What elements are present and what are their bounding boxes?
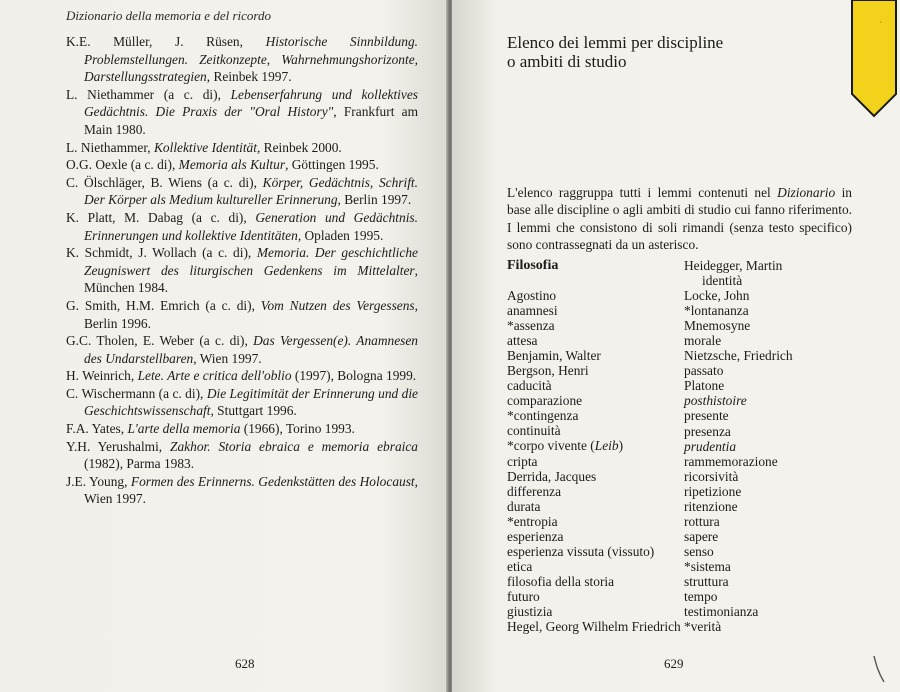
lemma-text: *corpo vivente ( [507, 438, 595, 454]
lemma-entry [507, 469, 677, 484]
lemma-entry [684, 288, 864, 303]
reference-entry [66, 244, 418, 297]
lemma-entry [684, 318, 864, 333]
lemma-text: anamnesi [507, 303, 558, 319]
reference-title: Formen des Erinnerns. Gedenkstätten des Holocaust [130, 473, 415, 489]
reference-authors: G.C. Tholen, E. Weber (a c. di), [66, 333, 254, 349]
lemma-text: ritenzione [684, 498, 738, 514]
lemma-text: *contingenza [507, 408, 579, 424]
lemma-entry [684, 303, 864, 318]
reference-authors: Y.H. Yerushalmi, [66, 438, 171, 454]
reference-authors: J.E. Young, [66, 473, 131, 489]
lemma-text: presenza [684, 423, 731, 439]
lemma-entry [507, 438, 677, 453]
reference-details: , Frankfurt am Main 1980. [84, 104, 418, 137]
lemma-entry [507, 499, 677, 514]
lemma-entry [684, 393, 864, 408]
lemma-entry [684, 454, 864, 469]
reference-entry [66, 332, 418, 367]
lemma-text: rottura [684, 513, 720, 529]
page-number-left: 628 [235, 656, 255, 671]
lemma-entry [684, 363, 864, 378]
intro-text-italic: Dizionario [777, 185, 836, 200]
reference-title: Historische Sinnbildung. Problemstellungen. Zeitkonzepte, Wahrnehmungshorizonte, Darstellungsstrategien [84, 34, 418, 85]
lemma-entry [507, 348, 677, 363]
lemma-entry [507, 378, 677, 393]
lemma-text: ricorsività [684, 468, 739, 484]
reference-entry [66, 174, 418, 209]
reference-details: , Opladen 1995. [297, 227, 384, 243]
lemma-entry [684, 258, 864, 273]
term-column-right [684, 258, 864, 634]
reference-title: Kollektive Identität [153, 139, 257, 155]
section-title [507, 33, 723, 71]
reference-details: (1997), Bologna 1999. [291, 368, 417, 384]
reference-authors: L. Niethammer (a c. di), [66, 86, 231, 102]
reference-entry [66, 156, 418, 174]
lemma-text: filosofia della storia [507, 573, 615, 589]
reference-entry [66, 33, 418, 86]
lemma-entry [684, 378, 864, 393]
lemma-text: struttura [684, 573, 729, 589]
intro-text-1: L'elenco raggruppa tutti i lemmi contenuti nel [507, 185, 778, 200]
lemma-entry [507, 303, 677, 318]
lemma-text-italic: Leib [594, 438, 619, 454]
bookmark-ribbon [848, 0, 900, 120]
reference-authors: O.G. Oexle (a c. di), [66, 157, 179, 173]
lemma-text: Locke, John [684, 288, 750, 304]
reference-details: (1966), Torino 1993. [240, 421, 355, 437]
lemma-entry [684, 439, 864, 454]
lemma-text: caducità [507, 378, 552, 394]
lemma-text-tail: ) [618, 438, 624, 454]
reference-title: Körper, Gedächtnis, Schrift. Der Körper als Medium kultureller Erinnerung [84, 174, 419, 208]
lemma-entry [507, 529, 677, 544]
lemma-text: posthistoire [684, 393, 747, 409]
lemma-entry [507, 423, 677, 438]
reference-title: Das Vergessen(e). Anamnesen des Undarstellbaren [84, 333, 418, 366]
reference-title: Lebenserfahrung und kollektives Gedächtnis. Die Praxis der "Oral History" [84, 86, 418, 120]
lemma-text: *sistema [684, 558, 731, 574]
term-column-left [507, 258, 681, 635]
reference-details: , Wien 1997. [193, 350, 262, 366]
lemma-entry [684, 514, 864, 529]
lemma-text: esperienza vissuta (vissuto) [507, 543, 655, 559]
reference-authors: C. Ölschläger, B. Wiens (a c. di), [66, 174, 263, 190]
lemma-text: cripta [507, 453, 538, 469]
reference-details: , Göttingen 1995. [285, 157, 379, 173]
lemma-entry [507, 544, 677, 559]
lemma-text: passato [684, 363, 724, 379]
lemma-text: giustizia [507, 603, 553, 619]
lemma-entry [684, 559, 864, 574]
intro-text-2: in base alle discipline o agli ambiti di studio cui fanno riferimento. I lemmi che consistono di soli rimandi (senza testo specifico) sono contrassegnati da un asterisco. [507, 185, 852, 253]
reference-entry [66, 297, 418, 332]
lemma-entry [507, 288, 677, 303]
discipline-heading: Filosofia [507, 258, 559, 273]
lemma-text: Nietzsche, Friedrich [684, 348, 793, 364]
reference-list [66, 33, 418, 508]
reference-entry [66, 367, 418, 385]
lemma-entry [684, 499, 864, 514]
pencil-mark [868, 654, 888, 684]
lemma-entry [507, 454, 677, 469]
reference-title: L'arte della memoria [127, 421, 241, 437]
lemma-text: Heidegger, Martin [684, 258, 783, 273]
lemma-text: futuro [507, 588, 540, 604]
lemma-text: comparazione [507, 393, 583, 409]
lemma-text: continuità [507, 423, 561, 439]
reference-entry [66, 86, 418, 139]
lemma-entry [684, 348, 864, 363]
reference-entry [66, 139, 418, 157]
lemma-entry [507, 574, 677, 589]
lemma-entry [507, 514, 677, 529]
lemma-text: Platone [684, 378, 725, 394]
lemma-entry [684, 469, 864, 484]
lemma-entry [684, 484, 864, 499]
reference-authors: K. Schmidt, J. Wollach (a c. di), [66, 245, 257, 261]
lemma-entry [684, 619, 864, 634]
lemma-entry [507, 604, 677, 619]
lemma-text: senso [684, 543, 714, 559]
reference-entry [66, 420, 418, 438]
lemma-text: etica [507, 558, 533, 574]
lemma-entry [684, 574, 864, 589]
page-number-right: 629 [664, 656, 684, 671]
reference-authors: H. Weinrich, [66, 368, 138, 384]
reference-entry [66, 209, 418, 244]
lemma-entry [684, 604, 864, 619]
left-page [0, 0, 448, 692]
reference-details: , Berlin 1996. [84, 297, 418, 331]
reference-authors: K.E. Müller, J. Rüsen, [66, 34, 266, 49]
lemma-entry [684, 273, 864, 288]
right-page [452, 0, 900, 692]
reference-title: Generation und Gedächtnis. Erinnerungen und kollektive Identitäten [84, 209, 418, 243]
lemma-text: sapere [684, 528, 719, 544]
reference-title: Die Legitimität der Erinnerung und die Geschichtswissenschaft [84, 385, 418, 419]
lemma-entry [507, 589, 677, 604]
lemma-entry [684, 408, 864, 423]
lemma-text: ripetizione [684, 483, 742, 499]
lemma-entry [507, 559, 677, 574]
reference-title: Vom Nutzen des Vergessens [260, 297, 415, 313]
lemma-text: durata [507, 498, 541, 514]
reference-details: , Berlin 1997. [337, 192, 412, 208]
reference-title: Lete. Arte e critica dell'oblio [137, 368, 292, 384]
lemma-text: attesa [507, 333, 538, 349]
intro-paragraph [507, 184, 852, 254]
lemma-entry [507, 484, 677, 499]
lemma-entry [507, 318, 677, 333]
lemma-text: Bergson, Henri [507, 363, 589, 379]
reference-authors: L. Niethammer, [66, 139, 154, 155]
running-head: Dizionario della memoria e del ricordo [66, 8, 271, 23]
lemma-entry [507, 333, 677, 348]
lemma-text: tempo [684, 589, 718, 605]
lemma-text: Derrida, Jacques [507, 468, 597, 484]
lemma-text: Agostino [507, 288, 557, 303]
section-title-line-2: o ambiti di studio [507, 52, 627, 71]
lemma-entry [684, 333, 864, 348]
lemma-text: prudentia [684, 438, 737, 454]
lemma-text: morale [684, 333, 722, 349]
reference-details: , Stuttgart 1996. [210, 403, 297, 419]
lemma-text: Hegel, Georg Wilhelm Friedrich [507, 619, 681, 635]
lemma-text: *verità [684, 619, 722, 635]
lemma-text: *lontananza [684, 303, 749, 319]
reference-title: Memoria. Der geschichtliche Zeugniswert des liturgischen Gedenkens im Mittelalter [84, 245, 418, 278]
lemma-entry [684, 424, 864, 439]
lemma-entry [684, 529, 864, 544]
lemma-text: differenza [507, 483, 562, 499]
reference-entry [66, 438, 418, 473]
reference-entry [66, 385, 418, 420]
section-title-line-1: Elenco dei lemmi per discipline [507, 33, 724, 52]
lemma-entry [684, 544, 864, 559]
lemma-text: esperienza [507, 528, 564, 544]
lemma-text: rammemorazione [684, 453, 778, 469]
lemma-text: Benjamin, Walter [507, 348, 601, 364]
lemma-text: *entropia [507, 513, 558, 529]
lemma-entry [507, 408, 677, 423]
reference-entry [66, 473, 418, 508]
reference-details: (1982), Parma 1983. [84, 456, 195, 472]
lemma-text: testimonianza [684, 604, 759, 620]
lemma-text: presente [684, 408, 729, 424]
lemma-entry [507, 363, 677, 378]
lemma-text: identità [702, 273, 743, 289]
reference-title: Memoria als Kultur [178, 157, 286, 173]
reference-details: , Wien 1997. [84, 473, 418, 507]
lemma-text: *assenza [507, 318, 555, 334]
reference-authors: G. Smith, H.M. Emrich (a c. di), [66, 297, 261, 313]
reference-details: , Reinbek 2000. [256, 139, 342, 155]
reference-details: , München 1984. [84, 262, 418, 296]
lemma-entry [684, 589, 864, 604]
reference-authors: F.A. Yates, [66, 421, 128, 437]
lemma-entry [507, 393, 677, 408]
lemma-text: Mnemosyne [684, 318, 751, 334]
reference-title: Zakhor. Storia ebraica e memoria ebraica [170, 438, 418, 454]
reference-authors: K. Platt, M. Dabag (a c. di), [66, 209, 256, 225]
reference-authors: C. Wischermann (a c. di), [66, 385, 207, 401]
reference-details: , Reinbek 1997. [206, 69, 292, 85]
lemma-entry [507, 619, 681, 635]
